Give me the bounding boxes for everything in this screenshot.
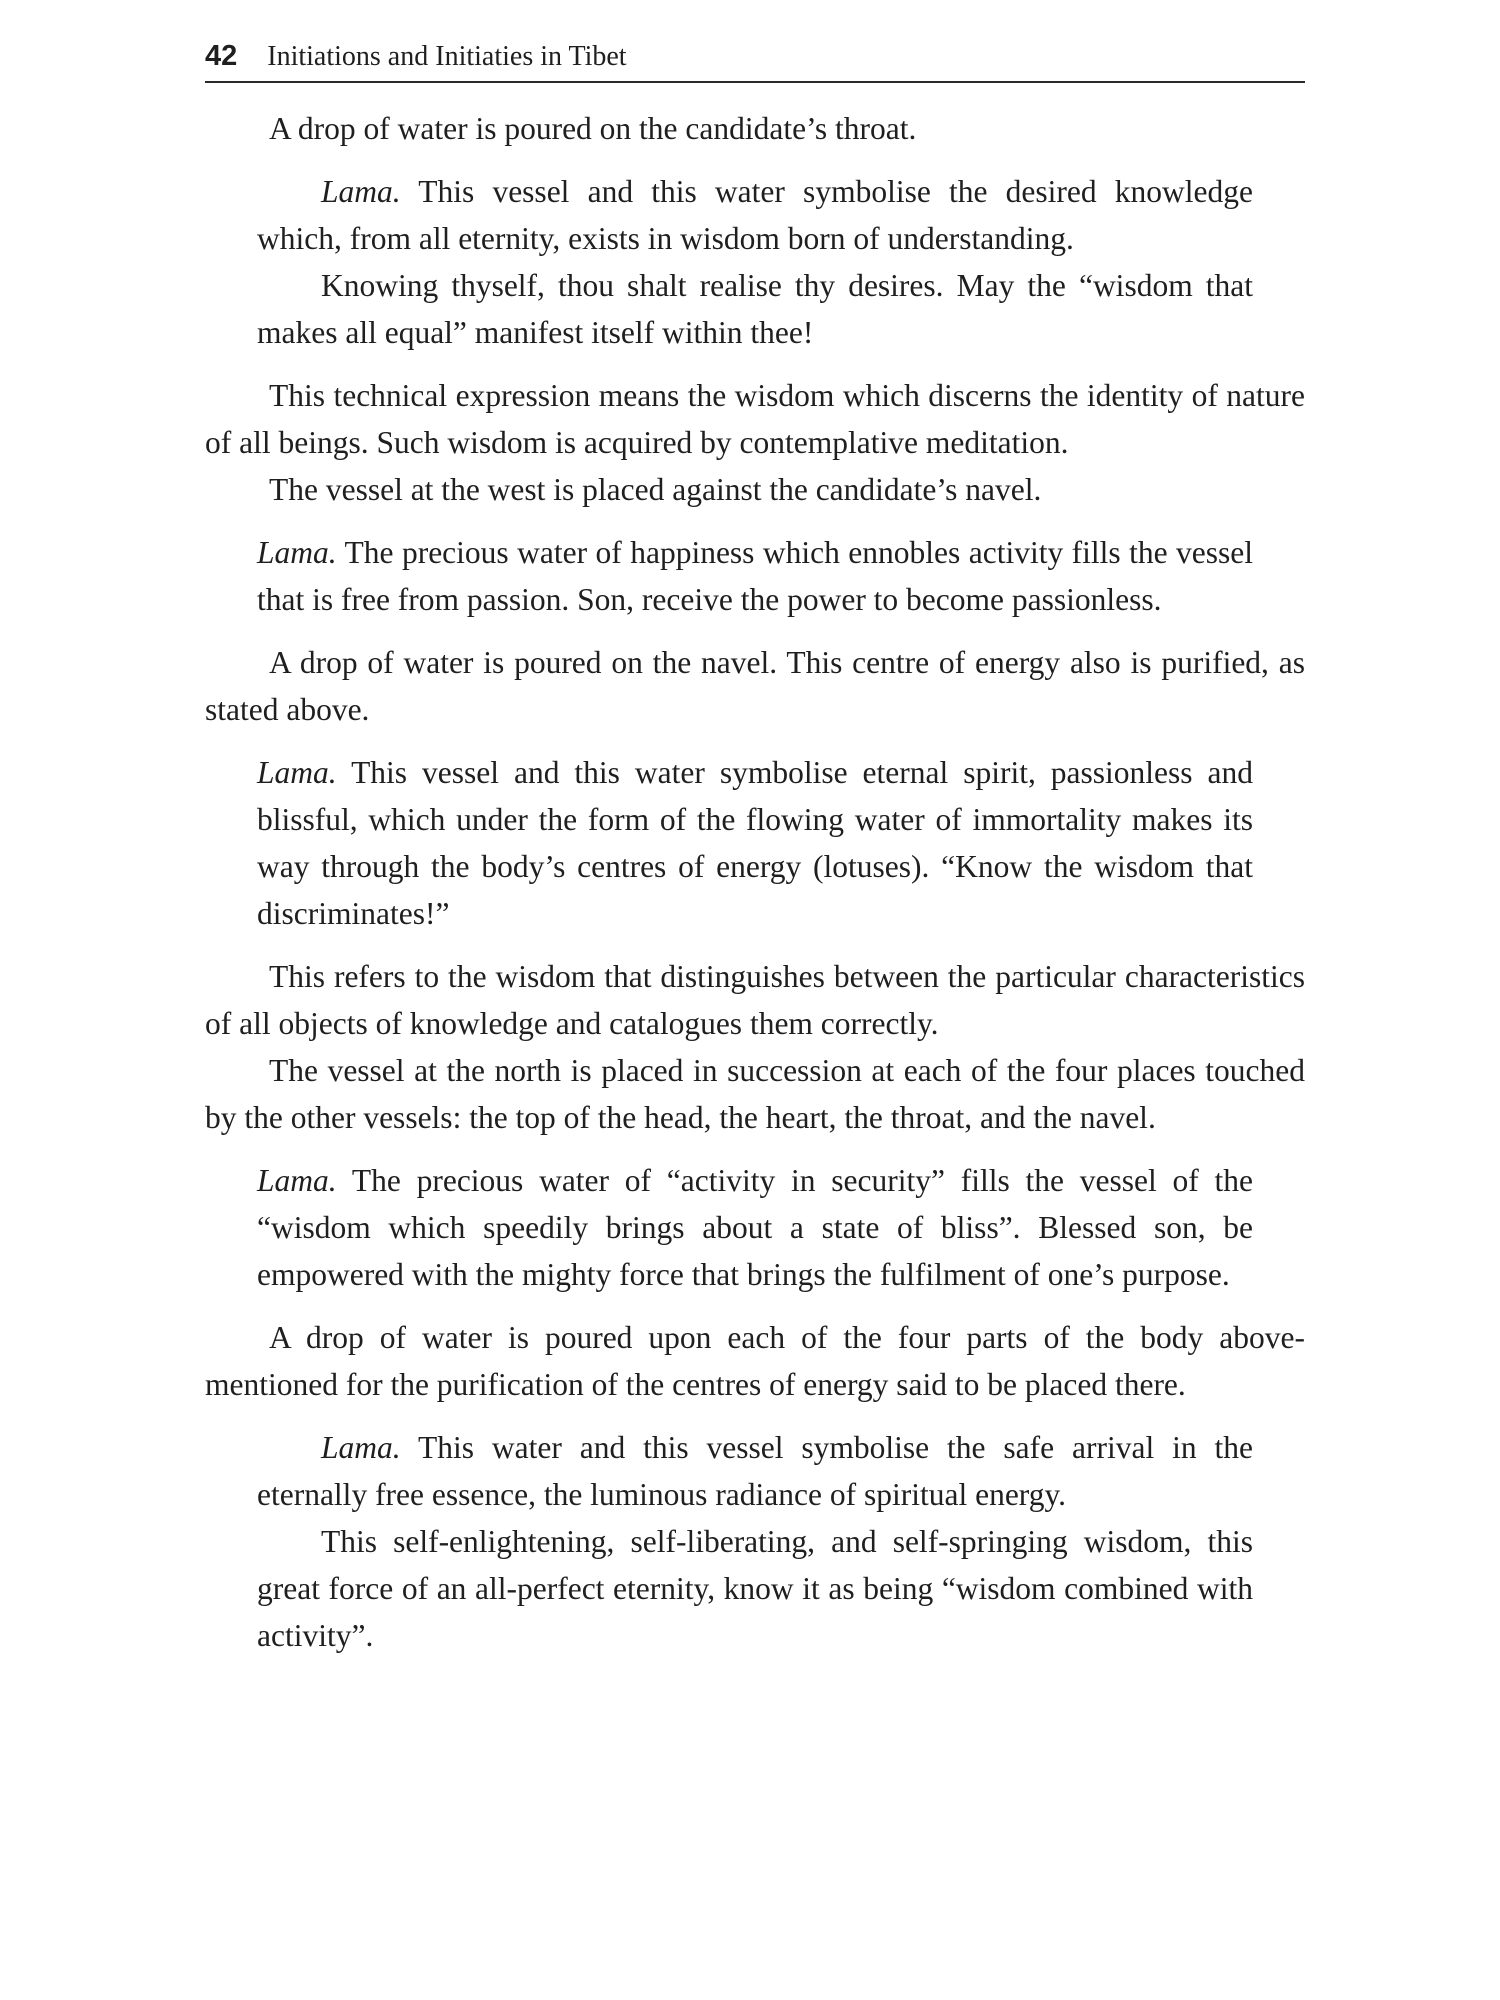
quote-paragraph	[257, 168, 1253, 262]
lama-quote	[257, 168, 1253, 356]
quote-text: The precious water of “activity in security” fills the vessel of the “wisdom which speedily brings about a state of bliss”. Blessed son, be empowered with the mighty force that brings the fulfilment of one’s purpose.	[257, 1163, 1253, 1292]
narrative-paragraph: A drop of water is poured upon each of the four parts of the body above-mentioned for the purification of the centres of energy said to be placed there.	[205, 1320, 1305, 1402]
quote-text: This water and this vessel symbolise the safe arrival in the eternally free essence, the luminous radiance of spiritual energy.	[257, 1430, 1253, 1512]
lama-quote	[257, 749, 1253, 937]
lama-quote	[257, 1157, 1253, 1298]
narrative-paragraph: This refers to the wisdom that distinguishes between the particular characteristics of all objects of knowledge and catalogues them correctly.	[205, 959, 1305, 1041]
narrative-paragraph: A drop of water is poured on the navel. This centre of energy also is purified, as stated above.	[205, 645, 1305, 727]
lama-quote	[257, 529, 1253, 623]
quote-text: The precious water of happiness which ennobles activity fills the vessel that is free from passion. Son, receive the power to become passionless.	[257, 535, 1254, 617]
narrative-paragraph: This technical expression means the wisdom which discerns the identity of nature of all beings. Such wisdom is acquired by contemplative meditation.	[205, 378, 1305, 460]
quote-paragraph	[257, 1157, 1253, 1298]
speaker-label: Lama.	[257, 755, 337, 790]
quote-paragraph: This self-enlightening, self-liberating, and self-springing wisdom, this great force of an all-perfect eternity, know it as being “wisdom combined with activity”.	[257, 1524, 1253, 1653]
quote-text: This vessel and this water symbolise eternal spirit, passionless and blissful, which under the form of the flowing water of immortality makes its way through the body’s centres of energy (lotuses). “Know the wisdom that discriminates!”	[257, 755, 1253, 931]
running-header	[205, 40, 1305, 83]
speaker-label: Lama.	[321, 1430, 401, 1465]
quote-paragraph	[257, 1424, 1253, 1518]
speaker-label: Lama.	[257, 1163, 337, 1198]
speaker-label: Lama.	[321, 174, 401, 209]
narrative-paragraph: A drop of water is poured on the candidate’s throat.	[269, 111, 917, 146]
lama-quote	[257, 1424, 1253, 1659]
page-number: 42	[205, 40, 238, 72]
quote-paragraph	[257, 529, 1253, 623]
narrative-paragraph: The vessel at the north is placed in succession at each of the four places touched by the other vessels: the top of the head, the heart, the throat, and the navel.	[205, 1053, 1305, 1135]
quote-paragraph	[257, 749, 1253, 937]
quote-paragraph: Knowing thyself, thou shalt realise thy desires. May the “wisdom that makes all equal” manifest itself within thee!	[257, 268, 1253, 350]
running-title: Initiations and Initiaties in Tibet	[267, 41, 627, 72]
quote-text: This vessel and this water symbolise the desired knowledge which, from all eternity, exists in wisdom born of understanding.	[257, 174, 1253, 256]
speaker-label: Lama.	[257, 535, 337, 570]
book-page	[205, 40, 1305, 1659]
narrative-paragraph: The vessel at the west is placed against the candidate’s navel.	[269, 472, 1042, 507]
